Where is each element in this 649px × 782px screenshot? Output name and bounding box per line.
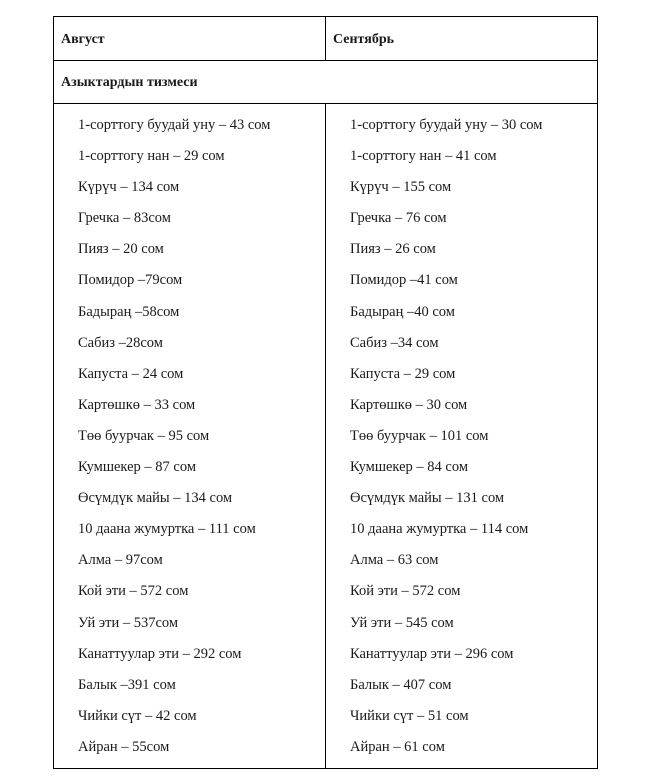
list-item: 1-сорттогу буудай уну – 43 сом bbox=[78, 117, 271, 133]
list-item: Кумшекер – 84 сом bbox=[350, 459, 468, 476]
price-comparison-table bbox=[53, 16, 598, 769]
list-item: Балык –391 сом bbox=[78, 676, 176, 693]
list-item: Пияз – 20 сом bbox=[78, 241, 164, 258]
header-august: Август bbox=[61, 32, 105, 47]
list-item: Кой эти – 572 сом bbox=[350, 583, 461, 600]
list-item: Уй эти – 545 сом bbox=[350, 614, 454, 631]
list-item: 1-сорттогу нан – 41 сом bbox=[350, 148, 497, 165]
list-item: Чийки сүт – 51 сом bbox=[350, 707, 469, 724]
column-divider-header bbox=[325, 17, 326, 61]
list-item: Капуста – 24 сом bbox=[78, 365, 184, 382]
list-item: Гречка – 76 сом bbox=[350, 210, 447, 227]
column-divider-body bbox=[325, 104, 326, 768]
list-item: Картөшкө – 30 сом bbox=[350, 396, 468, 413]
list-item: Бадыраң –58сом bbox=[78, 303, 180, 320]
list-item: Төө буурчак – 95 сом bbox=[78, 427, 210, 444]
list-item: Картөшкө – 33 сом bbox=[78, 396, 196, 413]
list-item: Кой эти – 572 сом bbox=[78, 583, 189, 600]
list-item: Өсүмдүк майы – 134 сом bbox=[78, 490, 233, 507]
list-item: Уй эти – 537сом bbox=[78, 614, 179, 631]
list-item: Помидор –41 сом bbox=[350, 272, 458, 289]
list-item: Капуста – 29 сом bbox=[350, 365, 456, 382]
list-item: Пияз – 26 сом bbox=[350, 241, 436, 258]
section-title-row bbox=[54, 61, 597, 104]
list-item: Бадыраң –40 сом bbox=[350, 303, 455, 320]
list-item: Алма – 63 сом bbox=[350, 552, 439, 569]
list-item: 10 даана жумуртка – 111 сом bbox=[78, 521, 256, 538]
list-item: Айран – 55сом bbox=[78, 738, 170, 755]
list-item: 1-сорттогу буудай уну – 30 сом bbox=[350, 117, 543, 133]
list-item: Өсүмдүк майы – 131 сом bbox=[350, 490, 505, 507]
list-item: 10 даана жумуртка – 114 сом bbox=[350, 521, 529, 538]
section-title: Азыктардын тизмеси bbox=[61, 75, 198, 90]
list-item: Балык – 407 сом bbox=[350, 676, 452, 693]
list-item: Күрүч – 155 сом bbox=[350, 179, 452, 196]
list-item: Канаттуулар эти – 296 сом bbox=[350, 645, 514, 662]
list-item: Чийки сүт – 42 сом bbox=[78, 707, 197, 724]
list-item: Гречка – 83сом bbox=[78, 210, 171, 227]
list-item: Сабиз –28сом bbox=[78, 334, 163, 351]
list-item: Күрүч – 134 сом bbox=[78, 179, 180, 196]
list-item: Помидор –79сом bbox=[78, 272, 183, 289]
list-item: Сабиз –34 сом bbox=[350, 334, 439, 351]
list-item: 1-сорттогу нан – 29 сом bbox=[78, 148, 225, 165]
list-item: Алма – 97сом bbox=[78, 552, 163, 569]
august-price-list bbox=[78, 115, 270, 768]
september-price-list bbox=[350, 115, 542, 768]
list-item: Төө буурчак – 101 сом bbox=[350, 427, 489, 444]
list-item: Канаттуулар эти – 292 сом bbox=[78, 645, 242, 662]
list-item: Кумшекер – 87 сом bbox=[78, 459, 196, 476]
list-item: Айран – 61 сом bbox=[350, 738, 445, 755]
header-september: Сентябрь bbox=[333, 32, 395, 47]
